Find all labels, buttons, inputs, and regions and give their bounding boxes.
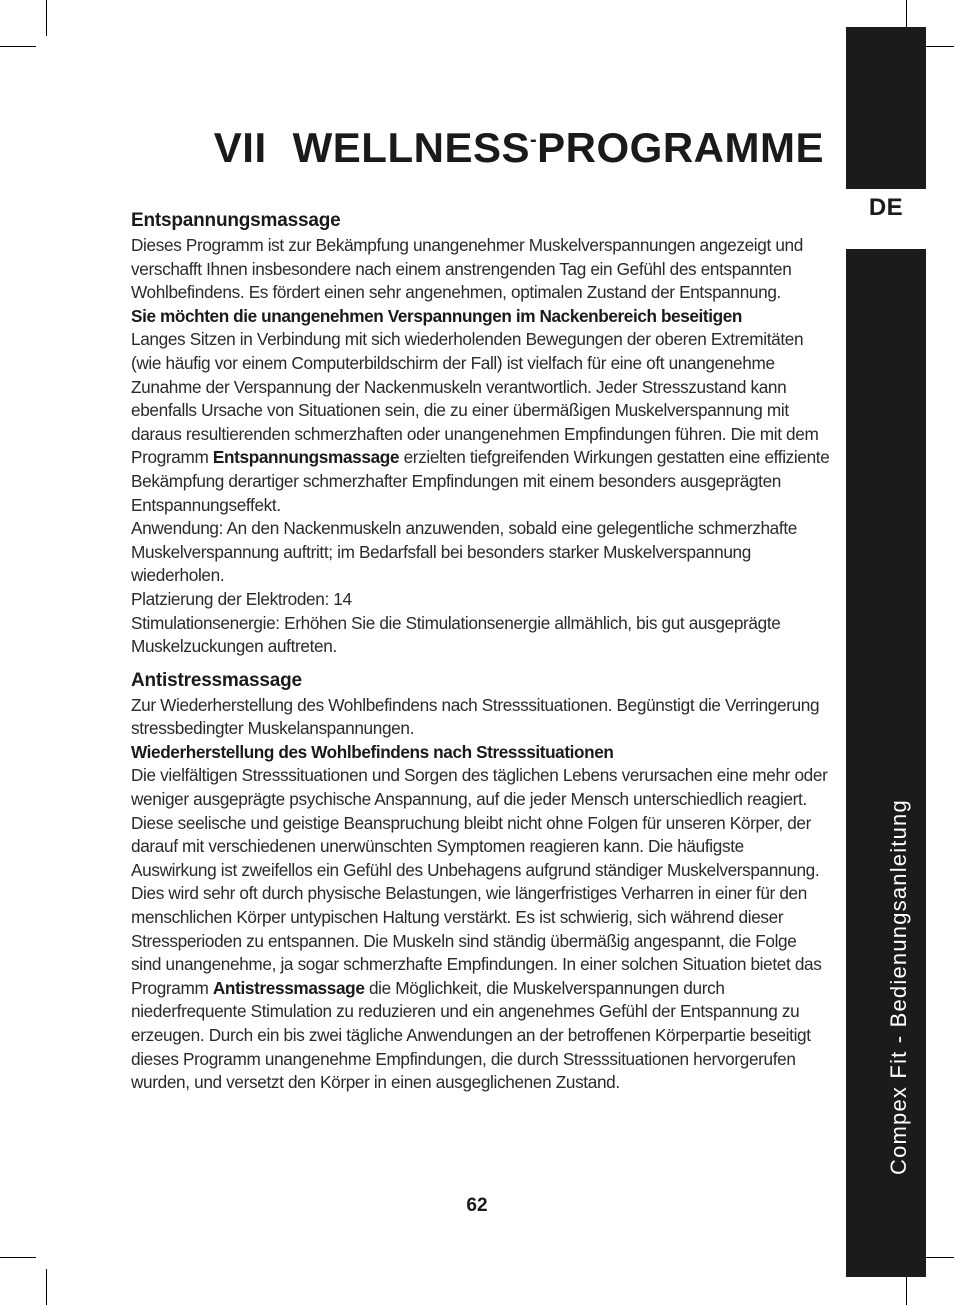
stimulation-energy: Stimulationsenergie: Erhöhen Sie die Stimulationsenergie allmählich, bis gut ausgeprägte Muskelzuckungen auftreten. <box>131 612 781 657</box>
chapter-title-part2: PROGRAMME <box>537 124 824 171</box>
section-title: Antistressmassage <box>131 669 302 691</box>
crop-mark <box>0 1257 36 1258</box>
section-body <box>131 328 831 517</box>
electrode-placement: Platzierung der Elektroden: 14 <box>131 588 352 609</box>
page-number: 62 <box>466 1195 488 1216</box>
chapter-title-part1: WELLNESS <box>292 124 530 171</box>
language-label: DE <box>868 194 904 221</box>
section-intro: Zur Wiederherstellung des Wohlbefindens nach Stresssituationen. Begünstigt die Verringerung stressbedingter Muskelanspannungen. <box>131 694 820 739</box>
program-name: Entspannungsmassage <box>212 447 400 468</box>
body-text: Die vielfältigen Stresssituationen und Sorgen des täglichen Lebens verursachen eine mehr oder weniger ausgeprägte psychische Anspannung, auf die jeder Mensch unterschiedlich reagiert. Diese seelische und geistige Beanspruchung bleibt nicht ohne Folgen für unseren Körper, der darauf mit verschiedenen unerwünschten Symptomen reagieren kann. Die häufigste Auswirkung ist zweifellos ein Gefühl des Unbehagens aufgrund ständiger Muskelverspannung. Dies wird sehr oft durch physische Belastungen, wie längerfristiges Verharren in einer für den menschlichen Körper untypischen Haltung verstärkt. Es ist schwierig, sich während dieser Stressperioden zu entspannen. Die Muskeln sind ständig übermäßig angespannt, die Folge sind unangenehme, ja sogar schmerzhafte Empfindungen. In einer solchen Situation bietet das Programm <box>131 765 828 998</box>
section-body <box>131 764 831 1094</box>
section-intro: Dieses Programm ist zur Bekämpfung unangenehmer Muskelverspannungen angezeigt und verschafft Ihnen insbesondere nach einem anstrengenden Tag ein Gefühl des entspannten Wohlbefindens. Es fördert einen sehr angenehmen, optimalen Zustand der Entspannung. <box>131 235 803 303</box>
section-title: Entspannungsmassage <box>131 210 341 231</box>
section-subtitle: Sie möchten die unangenehmen Verspannungen im Nackenbereich beseitigen <box>131 305 742 326</box>
application-text: Anwendung: An den Nackenmuskeln anzuwenden, sobald eine gelegentliche schmerzhafte Muskelverspannung auftritt; im Bedarfsfall bei besonders starker Muskelverspannung wiederholen. <box>131 518 797 586</box>
main-content <box>131 208 831 1095</box>
body-text: Langes Sitzen in Verbindung mit sich wiederholenden Bewegungen der oberen Extremitäten (wie häufig vor einem Computerbildschirm der Fall) ist vielfach für eine oft unangenehme Zunahme der Verspannung der Nackenmuskeln verantwortlich. Jeder Stresszustand kann ebenfalls Ursache von Situationen sein, die zu einer übermäßigen Muskelverspannung mit daraus resultierenden schmerzhaften oder unangenehmen Empfindungen führen. Die mit dem Programm <box>131 329 819 468</box>
crop-mark <box>0 46 36 47</box>
chapter-title-hyphen: - <box>529 129 538 151</box>
manual-title-vertical: Compex Fit - Bedienungsanleitung <box>886 799 911 1175</box>
chapter-number: VII <box>213 124 267 171</box>
body-text: erzielten tiefgreifenden Wirkungen gestatten eine effiziente Bekämpfung derartiger schmerzhafter Empfindungen mit einem besonders ausgeprägten Entspannungseffekt. <box>131 447 830 515</box>
section-subtitle: Wiederherstellung des Wohlbefindens nach Stresssituationen <box>131 741 614 762</box>
program-name: Antistressmassage <box>212 977 365 998</box>
section-gap <box>131 659 831 668</box>
body-text: die Möglichkeit, die Muskelverspannungen durch niederfrequente Stimulation zu reduzieren und ein angenehmes Gefühl der Entspannung zu erzeugen. Durch ein bis zwei tägliche Anwendungen an der betroffenen Körperpartie beseitigt dieses Programm unangenehme Empfindungen, die durch Stresssituationen hervorgerufen wurden, und versetzt den Körper in einen ausgeglichenen Zustand. <box>131 977 811 1093</box>
crop-mark <box>46 1269 47 1305</box>
chapter-title <box>214 124 824 172</box>
side-tab-top <box>846 27 926 189</box>
crop-mark <box>46 0 47 36</box>
